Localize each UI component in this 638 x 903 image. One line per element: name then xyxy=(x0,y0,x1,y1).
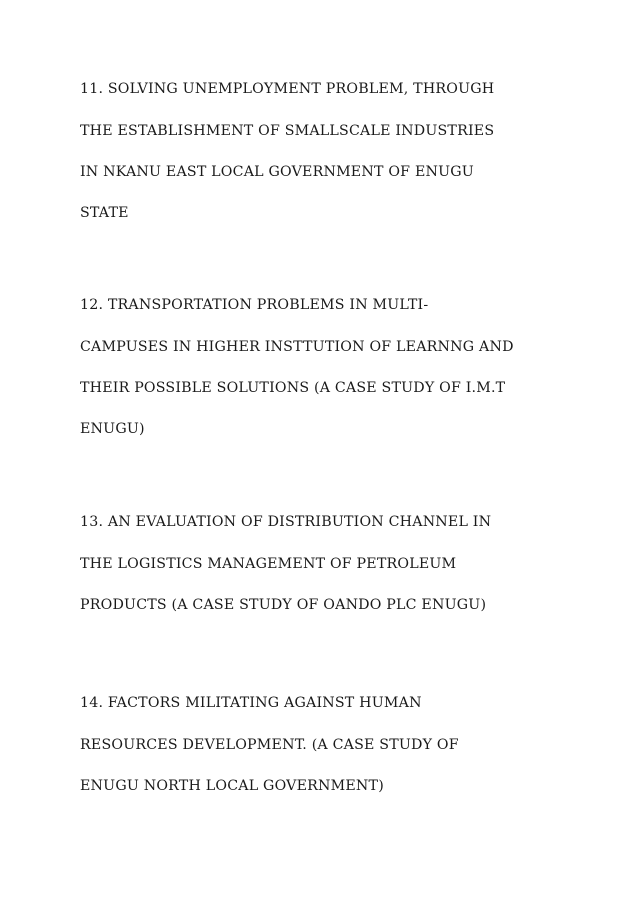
topic-line: ENUGU NORTH LOCAL GOVERNMENT) xyxy=(80,778,384,794)
topic-line: STATE xyxy=(80,205,129,221)
topic-line: 11. SOLVING UNEMPLOYMENT PROBLEM, THROUGH xyxy=(80,81,495,97)
topic-line: THE ESTABLISHMENT OF SMALLSCALE INDUSTRIES xyxy=(80,123,495,139)
topic-line: 13. AN EVALUATION OF DISTRIBUTION CHANNEL IN xyxy=(80,514,492,530)
topic-line: THEIR POSSIBLE SOLUTIONS (A CASE STUDY OF I.M.T xyxy=(80,380,506,396)
topic-line: 14. FACTORS MILITATING AGAINST HUMAN xyxy=(80,695,422,711)
topic-line: 12. TRANSPORTATION PROBLEMS IN MULTI- xyxy=(80,297,429,313)
topic-line: ENUGU) xyxy=(80,421,145,437)
topic-line: CAMPUSES IN HIGHER INSTTUTION OF LEARNNG AND xyxy=(80,339,514,355)
topic-line: PRODUCTS (A CASE STUDY OF OANDO PLC ENUGU) xyxy=(80,597,487,613)
topic-line: THE LOGISTICS MANAGEMENT OF PETROLEUM xyxy=(80,556,457,572)
topic-line: RESOURCES DEVELOPMENT. (A CASE STUDY OF xyxy=(80,737,459,753)
topic-line: IN NKANU EAST LOCAL GOVERNMENT OF ENUGU xyxy=(80,164,474,180)
